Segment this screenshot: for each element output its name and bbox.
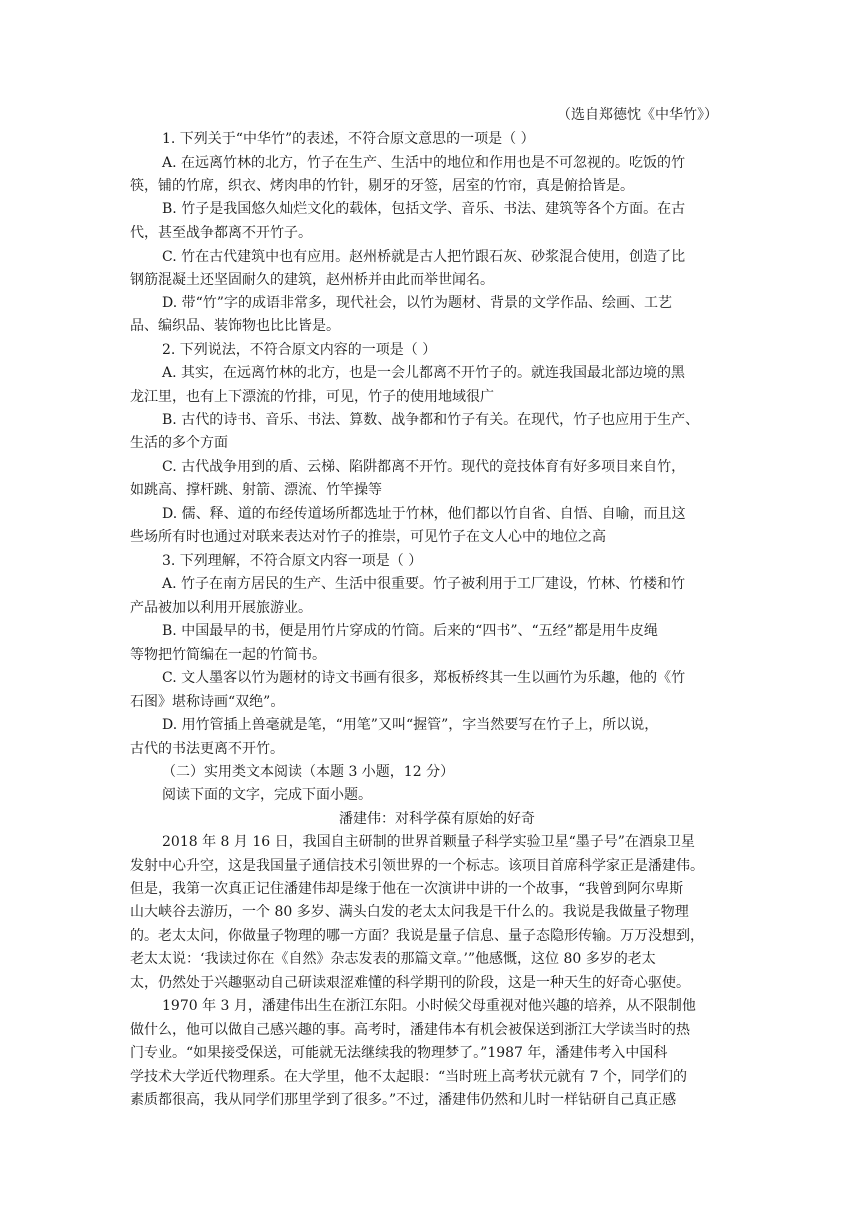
question-1-option-a: A. 在远离竹林的北方，竹子在生产、生活中的地位和作用也是不可忽视的。吃饭的竹 bbox=[162, 155, 686, 171]
question-2-option-d: D. 儒、释、道的布经传道场所都选址于竹林，他们都以竹自省、自悟、自喻，而且这 bbox=[162, 506, 686, 522]
question-3-option-d-cont: 古代的书法更离不开竹。 bbox=[130, 741, 284, 757]
article-paragraph-2-line: 做什么，他可以做自己感兴趣的事。高考时，潘建伟本有机会被保送到浙江大学读当时的热 bbox=[130, 1022, 690, 1038]
article-paragraph-1-line: 2018 年 8 月 16 日，我国自主研制的世界首颗量子科学实验卫星“墨子号”在酒泉卫星 bbox=[162, 834, 695, 850]
question-2-stem: 2. 下列说法，不符合原文内容的一项是（ ） bbox=[162, 342, 437, 358]
question-2-option-c-cont: 如跳高、撑杆跳、射箭、漂流、竹竿操等 bbox=[130, 482, 382, 498]
question-3-option-b-cont: 等物把竹简编在一起的竹简书。 bbox=[130, 647, 326, 663]
question-2-option-b-cont: 生活的多个方面 bbox=[130, 435, 228, 451]
question-3-option-a: A. 竹子在南方居民的生产、生活中很重要。竹子被利用于工厂建设，竹林、竹楼和竹 bbox=[162, 576, 686, 592]
question-3-option-c-cont: 石图》堪称诗画“双绝”。 bbox=[130, 694, 285, 710]
question-1-option-c-cont: 钢筋混凝土还坚固耐久的建筑，赵州桥并由此而举世闻名。 bbox=[130, 272, 494, 288]
article-paragraph-2-line: 门专业。“如果接受保送，可能就无法继续我的物理梦了。”1987 年，潘建伟考入中国科 bbox=[130, 1045, 668, 1061]
question-2-option-d-cont: 些场所有时也通过对联来表达对竹子的推崇，可见竹子在文人心中的地位之高 bbox=[130, 529, 606, 545]
question-2-option-c: C. 古代战争用到的盾、云梯、陷阱都离不开竹。现代的竞技体育有好多项目来自竹， bbox=[162, 459, 686, 475]
question-2-option-a: A. 其实，在远离竹林的北方，也是一会儿都离不开竹子的。就连我国最北部边境的黑 bbox=[162, 365, 686, 381]
question-3-stem: 3. 下列理解，不符合原文内容一项是（ ） bbox=[162, 553, 423, 569]
question-2-option-b: B. 古代的诗书、音乐、书法、算数、战争都和竹子有关。在现代，竹子也应用于生产、 bbox=[162, 412, 700, 428]
article-paragraph-1-line: 太，仍然处于兴趣驱动自己研读艰涩难懂的科学期刊的阶段，这是一种天生的好奇心驱使。 bbox=[130, 975, 690, 991]
article-title: 潘建伟：对科学葆有原始的好奇 bbox=[339, 811, 535, 827]
article-paragraph-1-line: 山大峡谷去游历，一个 80 多岁、满头白发的老太太问我是干什么的。我说是我做量子物理 bbox=[130, 904, 689, 920]
section-instruction: 阅读下面的文字，完成下面小题。 bbox=[162, 787, 372, 803]
article-paragraph-2-line: 1970 年 3 月，潘建伟出生在浙江东阳。小时候父母重视对他兴趣的培养，从不限制他 bbox=[162, 998, 696, 1014]
article-paragraph-1-line: 发射中心升空，这是我国量子通信技术引领世界的一个标志。该项目首席科学家正是潘建伟。 bbox=[130, 858, 704, 874]
question-1-option-b-cont: 代，甚至战争都离不开竹子。 bbox=[130, 225, 312, 241]
question-3-option-a-cont: 产品被加以利用开展旅游业。 bbox=[130, 600, 312, 616]
question-1-option-b: B. 竹子是我国悠久灿烂文化的载体，包括文学、音乐、书法、建筑等各个方面。在古 bbox=[162, 201, 686, 217]
question-1-option-d: D. 带“竹”字的成语非常多，现代社会，以竹为题材、背景的文学作品、绘画、工艺 bbox=[162, 295, 672, 311]
question-3-option-b: B. 中国最早的书，便是用竹片穿成的竹筒。后来的“四书”、“五经”都是用牛皮绳 bbox=[162, 623, 658, 639]
question-2-option-a-cont: 龙江里，也有上下漂流的竹排，可见，竹子的使用地域很广 bbox=[130, 389, 494, 405]
question-1-option-c: C. 竹在古代建筑中也有应用。赵州桥就是古人把竹跟石灰、砂浆混合使用，创造了比 bbox=[162, 249, 686, 265]
question-1-stem: 1. 下列关于“中华竹”的表述，不符合原文意思的一项是（ ） bbox=[162, 131, 535, 147]
article-paragraph-1-line: 的。老太太问，你做量子物理的哪一方面？我说是量子信息、量子态隐形传输。万万没想到， bbox=[130, 928, 704, 944]
section-heading: （二）实用类文本阅读（本题 3 小题，12 分） bbox=[162, 764, 455, 780]
article-paragraph-2-line: 素质都很高，我从同学们那里学到了很多。”不过，潘建伟仍然和儿时一样钻研自己真正感 bbox=[130, 1092, 677, 1108]
question-3-option-d: D. 用竹管插上兽毫就是笔，“用笔”又叫“握管”，字当然要写在竹子上，所以说， bbox=[162, 717, 659, 733]
question-1-option-d-cont: 品、编织品、装饰物也比比皆是。 bbox=[130, 318, 340, 334]
question-3-option-c: C. 文人墨客以竹为题材的诗文书画有很多，郑板桥终其一生以画竹为乐趣，他的《竹 bbox=[162, 670, 686, 686]
article-paragraph-1-line: 老太太说：‘我读过你在《自然》杂志发表的那篇文章。’”他感慨，这位 80 多岁的老太 bbox=[130, 951, 656, 967]
article-paragraph-2-line: 学技术大学近代物理系。在大学里，他不太起眼：“当时班上高考状元就有 7 个，同学们的 bbox=[130, 1069, 687, 1085]
source-citation: （选自郑德忱《中华竹》） bbox=[557, 107, 718, 123]
question-1-option-a-cont: 筷，铺的竹席，织衣、烤肉串的竹针，剔牙的牙签，居室的竹帘，真是俯拾皆是。 bbox=[130, 178, 634, 194]
article-paragraph-1-line: 但是，我第一次真正记住潘建伟却是缘于他在一次演讲中讲的一个故事，“我曾到阿尔卑斯 bbox=[130, 881, 684, 897]
